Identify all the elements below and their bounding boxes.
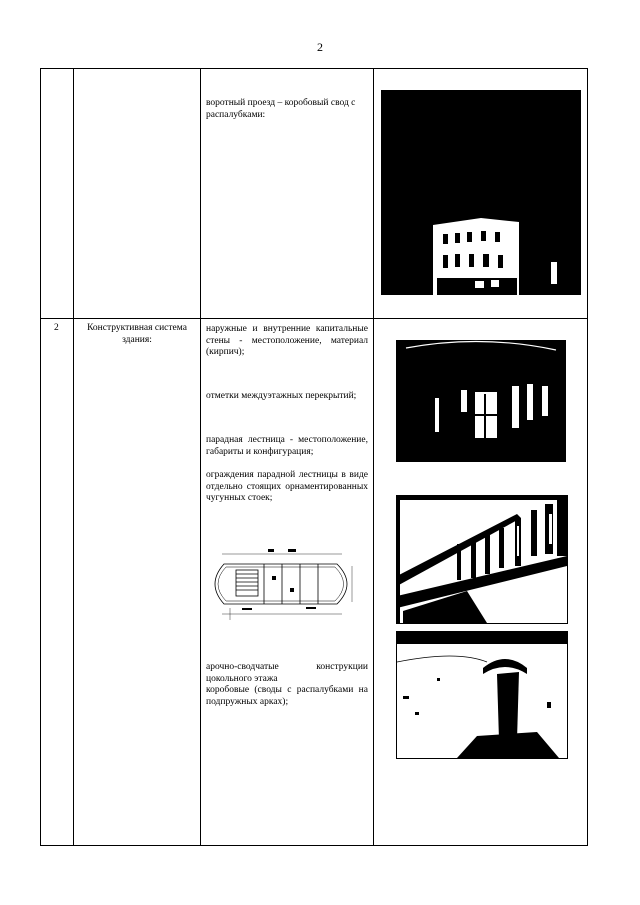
column-divider [200, 68, 201, 846]
floor-marks-item: отметки междуэтажных перекрытий; [206, 391, 357, 401]
vaulted-structures-item: арочно-сводчатые конструкции цокольного этажа [206, 662, 368, 684]
staircase-railing-item: ограждения парадной лестницы в виде отдельно стоящих орнаментированных чугунных стоек; [206, 470, 368, 503]
building-facade-photo [381, 90, 581, 295]
table-border-top [40, 68, 588, 69]
column-divider [73, 68, 74, 846]
walls-item: наружные и внутренние капитальные стены - местоположение, материал (кирпич); [206, 324, 368, 357]
page-number: 2 [317, 40, 323, 54]
table-border-bottom [40, 845, 588, 846]
column-divider [373, 68, 374, 846]
vaulted-ceiling-photo [396, 631, 568, 759]
staircase-balusters-photo [396, 495, 568, 624]
table-border-left [40, 68, 41, 846]
box-vaults-item: коробовые (своды с распалубками на подпружных арках); [206, 685, 368, 707]
row-divider [40, 318, 588, 319]
row-1-description: воротный проезд – коробовый свод с распалубками: [206, 98, 356, 120]
row-2-number: 2 [54, 323, 59, 333]
floor-plan-drawing [202, 546, 364, 624]
bay-window-interior-photo [396, 340, 566, 462]
main-staircase-item: парадная лестница - местоположение, габариты и конфигурация; [206, 435, 368, 457]
row-2-subject: Конструктивная система здания: [87, 323, 187, 345]
table-border-right [587, 68, 588, 846]
monument-features-table [40, 68, 588, 846]
